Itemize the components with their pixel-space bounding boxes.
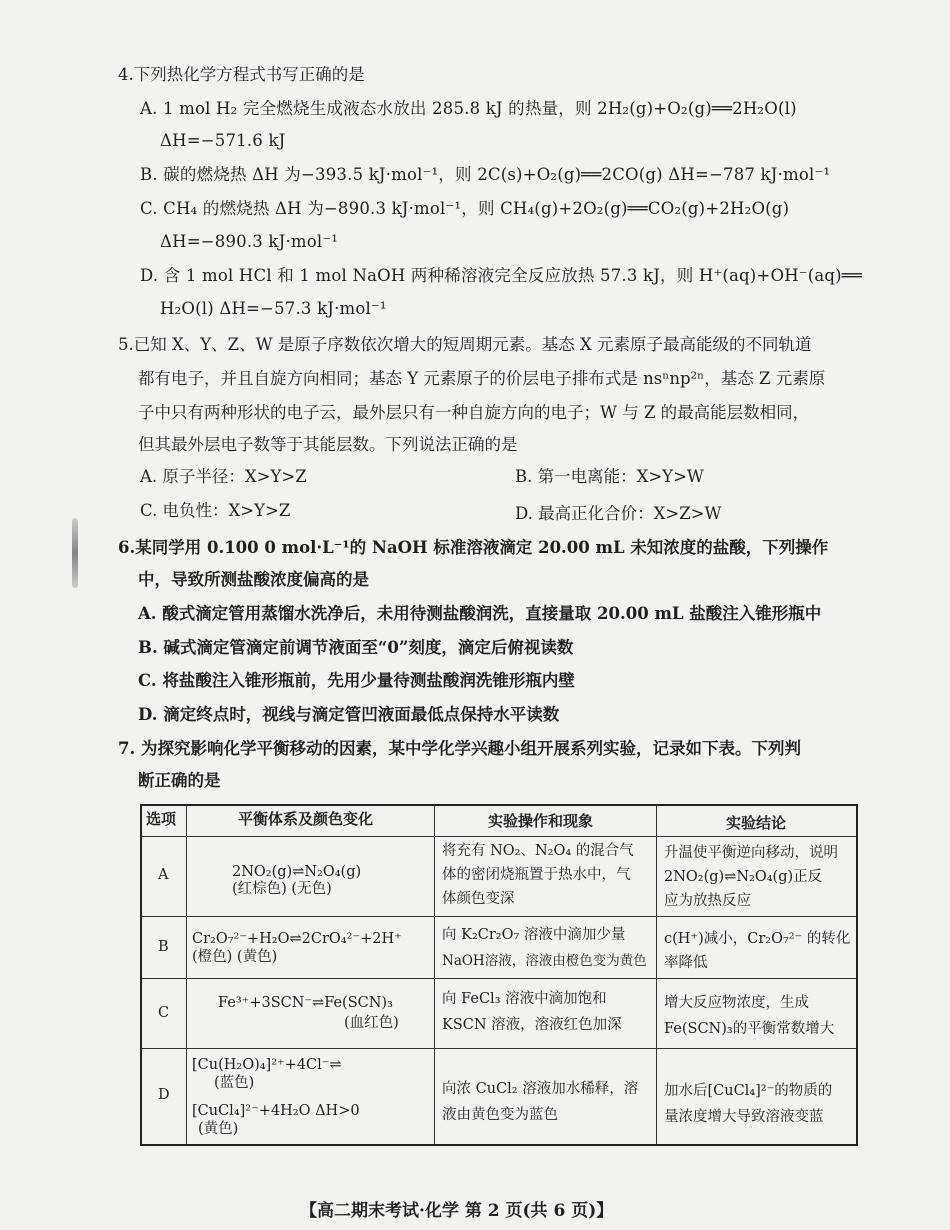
q4-option-c-line1: C. CH₄ 的燃烧热 ΔH 为−890.3 kJ·mol⁻¹，则 CH₄(g)+2O₂(g)══CO₂(g)+2H₂O(g) — [140, 199, 790, 218]
row-a-option: A — [158, 867, 169, 883]
row-d-system-eq2: [CuCl₄]²⁻+4H₂O ΔH>0 — [192, 1103, 360, 1119]
q5-option-c: C. 电负性：X>Y>Z — [140, 501, 291, 520]
q6-option-c: C. 将盐酸注入锥形瓶前，先用少量待测盐酸润洗锥形瓶内壁 — [138, 671, 575, 690]
q4-option-c-line2: ΔH=−890.3 kJ·mol⁻¹ — [160, 232, 339, 251]
row-b-option: B — [158, 939, 169, 955]
experiment-table — [140, 804, 858, 1146]
q7-stem-line1: 7. 为探究影响化学平衡移动的因素，某中学化学兴趣小组开展系列实验，记录如下表。下列判 — [118, 739, 801, 758]
q4-option-a-line2: ΔH=−571.6 kJ — [160, 131, 286, 150]
row-b-system-eq: Cr₂O₇²⁻+H₂O⇌2CrO₄²⁻+2H⁺ — [192, 931, 402, 947]
row-a-conclusion-2: 2NO₂(g)⇌N₂O₄(g)正反 — [664, 869, 823, 885]
q4-option-a-line1: A. 1 mol H₂ 完全燃烧生成液态水放出 285.8 kJ 的热量，则 2H₂(g)+O₂(g)══2H₂O(l) — [140, 99, 797, 118]
header-system: 平衡体系及颜色变化 — [238, 810, 374, 828]
row-d-system-eq1: [Cu(H₂O)₄]²⁺+4Cl⁻⇌ — [192, 1057, 342, 1073]
row-d-conclusion-1: 加水后[CuCl₄]²⁻的物质的 — [664, 1083, 833, 1099]
row-d-option: D — [158, 1087, 170, 1103]
q6-option-d: D. 滴定终点时，视线与滴定管凹液面最低点保持水平读数 — [138, 705, 560, 724]
row-c-system-color: (血红色) — [344, 1015, 399, 1031]
row-b-conclusion-2: 率降低 — [664, 955, 708, 971]
row-a-system-eq: 2NO₂(g)⇌N₂O₄(g) — [232, 864, 362, 880]
row-c-operation-1: 向 FeCl₃ 溶液中滴加饱和 — [442, 991, 607, 1007]
page-footer: 【高二期末考试·化学 第 2 页(共 6 页)】 — [300, 1201, 614, 1221]
q5-stem-line1: 5.已知 X、Y、Z、W 是原子序数依次增大的短周期元素。基态 X 元素原子最高能级的不同轨道 — [118, 335, 812, 354]
q5-option-d: D. 最高正化合价：X>Z>W — [515, 504, 722, 523]
row-d-system-color1: (蓝色) — [214, 1075, 255, 1091]
q5-stem-line4: 但其最外层电子数等于其能层数。下列说法正确的是 — [138, 435, 518, 454]
row-a-operation-2: 体的密闭烧瓶置于热水中，气 — [442, 867, 631, 883]
row-b-conclusion-1: c(H⁺)减小，Cr₂O₇²⁻ 的转化 — [664, 931, 851, 947]
q5-option-a: A. 原子半径：X>Y>Z — [140, 467, 307, 486]
q6-option-a: A. 酸式滴定管用蒸馏水洗净后，未用待测盐酸润洗，直接量取 20.00 mL 盐酸注入锥形瓶中 — [138, 604, 822, 623]
row-a-conclusion-3: 应为放热反应 — [664, 893, 751, 909]
row-b-operation-2: NaOH溶液，溶液由橙色变为黄色 — [442, 953, 647, 969]
q4-stem: 4.下列热化学方程式书写正确的是 — [118, 65, 365, 84]
q6-stem-line2: 中，导致所测盐酸浓度偏高的是 — [138, 570, 369, 589]
header-option: 选项 — [146, 810, 177, 828]
row-b-system-colors: (橙色) (黄色) — [192, 949, 278, 965]
row-d-system-color2: (黄色) — [198, 1121, 239, 1137]
row-d-operation-2: 液由黄色变为蓝色 — [442, 1107, 558, 1123]
q5-stem-line2: 都有电子，并且自旋方向相同；基态 Y 元素原子的价层电子排布式是 nsⁿnp²ⁿ，基态 Z 元素原 — [138, 369, 826, 388]
header-conclusion: 实验结论 — [726, 814, 787, 832]
q4-option-d-line2: H₂O(l) ΔH=−57.3 kJ·mol⁻¹ — [160, 299, 387, 318]
row-b-operation-1: 向 K₂Cr₂O₇ 溶液中滴加少量 — [442, 927, 626, 943]
q6-stem-line1: 6.某同学用 0.100 0 mol·L⁻¹的 NaOH 标准溶液滴定 20.00 mL 未知浓度的盐酸，下列操作 — [118, 538, 829, 557]
scan-artifact — [72, 518, 78, 588]
row-a-operation-3: 体颜色变深 — [442, 891, 515, 907]
row-c-operation-2: KSCN 溶液，溶液红色加深 — [442, 1017, 622, 1033]
q6-option-b: B. 碱式滴定管滴定前调节液面至“0”刻度，滴定后俯视读数 — [138, 638, 574, 657]
row-c-conclusion-2: Fe(SCN)₃的平衡常数增大 — [664, 1021, 835, 1037]
row-c-conclusion-1: 增大反应物浓度，生成 — [664, 995, 809, 1011]
q4-option-b: B. 碳的燃烧热 ΔH 为−393.5 kJ·mol⁻¹，则 2C(s)+O₂(g)══2CO(g) ΔH=−787 kJ·mol⁻¹ — [140, 165, 831, 184]
row-c-system-eq: Fe³⁺+3SCN⁻⇌Fe(SCN)₃ — [218, 995, 393, 1011]
row-d-conclusion-2: 量浓度增大导致溶液变蓝 — [664, 1109, 824, 1125]
q7-stem-line2: 断正确的是 — [138, 771, 221, 790]
row-d-operation-1: 向浓 CuCl₂ 溶液加水稀释，溶 — [442, 1081, 639, 1097]
row-a-operation-1: 将充有 NO₂、N₂O₄ 的混合气 — [442, 843, 634, 859]
row-a-system-colors: (红棕色) (无色) — [232, 881, 332, 897]
row-a-conclusion-1: 升温使平衡逆向移动，说明 — [664, 845, 838, 861]
q5-stem-line3: 子中只有两种形状的电子云，最外层只有一种自旋方向的电子；W 与 Z 的最高能层数相同， — [138, 403, 810, 422]
row-c-option: C — [158, 1005, 170, 1021]
q5-option-b: B. 第一电离能：X>Y>W — [515, 467, 704, 486]
header-operation: 实验操作和现象 — [488, 812, 594, 830]
q4-option-d-line1: D. 含 1 mol HCl 和 1 mol NaOH 两种稀溶液完全反应放热 57.3 kJ，则 H⁺(aq)+OH⁻(aq)══ — [140, 266, 863, 285]
